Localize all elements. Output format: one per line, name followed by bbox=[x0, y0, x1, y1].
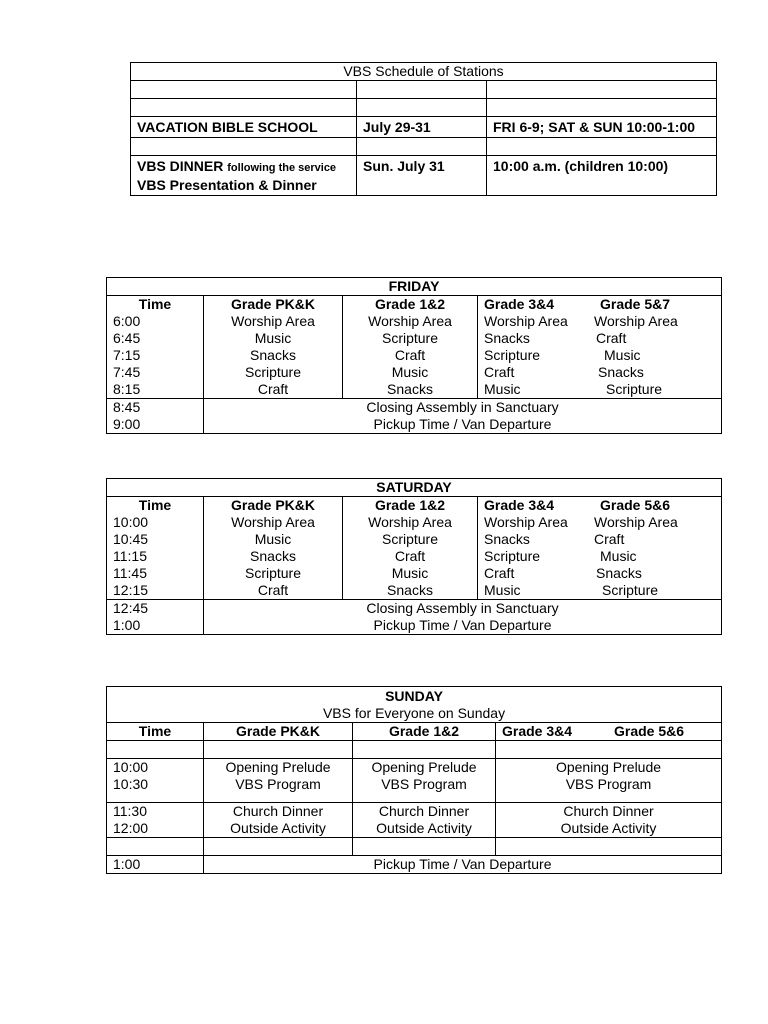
table-row bbox=[107, 759, 722, 777]
cell-g56: Music bbox=[600, 548, 637, 564]
stations-table bbox=[130, 62, 717, 196]
time-cell: 9:00 bbox=[107, 416, 204, 434]
cell: Snacks bbox=[204, 548, 343, 565]
time-cell: 11:15 bbox=[107, 548, 204, 565]
cell: Music bbox=[343, 565, 478, 582]
table-row bbox=[107, 330, 722, 347]
table-row bbox=[107, 514, 722, 531]
cell-g57: Craft bbox=[596, 330, 627, 346]
event-dinner-line2: VBS Presentation & Dinner bbox=[137, 177, 317, 193]
cell: Opening Prelude bbox=[204, 759, 353, 777]
cell: Outside Activity bbox=[204, 820, 353, 838]
time-cell: 10:00 bbox=[107, 759, 204, 777]
time-cell: 10:30 bbox=[107, 776, 204, 803]
closing-text: Closing Assembly in Sanctuary bbox=[204, 600, 722, 618]
time-cell: 6:00 bbox=[107, 313, 204, 330]
closing-row bbox=[107, 617, 722, 635]
event-dinner bbox=[131, 156, 357, 196]
cell-g57: Scripture bbox=[606, 381, 663, 397]
table-row bbox=[107, 548, 722, 565]
table-row bbox=[107, 776, 722, 803]
time-cell: 11:30 bbox=[107, 803, 204, 821]
pickup-text: Pickup Time / Van Departure bbox=[204, 617, 722, 635]
sunday-subtitle: VBS for Everyone on Sunday bbox=[107, 705, 722, 723]
header-pk: Grade PK&K bbox=[204, 296, 343, 314]
cell: Craft bbox=[204, 381, 343, 399]
cell-g57: Worship Area bbox=[594, 313, 678, 329]
time-cell: 12:45 bbox=[107, 600, 204, 618]
cell-g34: Worship Area bbox=[484, 313, 568, 329]
friday-table bbox=[106, 277, 722, 434]
cell: Scripture bbox=[204, 364, 343, 381]
cell-g34: Scripture bbox=[484, 347, 541, 363]
cell-g34: Music bbox=[484, 582, 521, 598]
table-row bbox=[107, 803, 722, 821]
cell bbox=[478, 330, 722, 347]
table-row bbox=[107, 364, 722, 381]
sunday-title: SUNDAY bbox=[107, 687, 722, 706]
header-g56: Grade 5&6 bbox=[600, 497, 671, 513]
cell-g34: Craft bbox=[484, 364, 515, 380]
cell bbox=[478, 531, 722, 548]
time-cell: 7:15 bbox=[107, 347, 204, 364]
time-cell: 10:00 bbox=[107, 514, 204, 531]
cell: VBS Program bbox=[204, 776, 353, 803]
pickup-text: Pickup Time / Van Departure bbox=[204, 416, 722, 434]
cell: Opening Prelude bbox=[353, 759, 496, 777]
header-g12: Grade 1&2 bbox=[353, 723, 496, 741]
time-cell: 12:00 bbox=[107, 820, 204, 838]
header-g34: Grade 3&4 bbox=[484, 497, 555, 513]
saturday-table bbox=[106, 478, 722, 635]
header-g57: Grade 5&7 bbox=[600, 296, 671, 312]
header-g34-g57 bbox=[478, 296, 722, 314]
cell-g56: Snacks bbox=[596, 565, 642, 581]
time-cell: 10:45 bbox=[107, 531, 204, 548]
table-row bbox=[107, 820, 722, 838]
cell bbox=[478, 548, 722, 565]
header-g34: Grade 3&4 bbox=[502, 723, 573, 739]
dates-vbs: July 29-31 bbox=[357, 117, 487, 138]
header-time: Time bbox=[107, 723, 204, 741]
table-row bbox=[107, 381, 722, 399]
header-time: Time bbox=[107, 497, 204, 515]
cell-g56: Scripture bbox=[602, 582, 659, 598]
cell: Worship Area bbox=[343, 313, 478, 330]
table-row bbox=[107, 313, 722, 330]
cell: Music bbox=[204, 531, 343, 548]
event-vbs: VACATION BIBLE SCHOOL bbox=[131, 117, 357, 138]
time-cell: 12:15 bbox=[107, 582, 204, 600]
event-dinner-note: following the service bbox=[227, 162, 337, 174]
cell: VBS Program bbox=[496, 776, 722, 803]
cell-g34: Snacks bbox=[484, 330, 530, 346]
header-g12: Grade 1&2 bbox=[343, 497, 478, 515]
cell: VBS Program bbox=[353, 776, 496, 803]
cell: Music bbox=[343, 364, 478, 381]
saturday-title: SATURDAY bbox=[107, 479, 722, 497]
time-cell: 1:00 bbox=[107, 617, 204, 635]
cell: Worship Area bbox=[204, 514, 343, 531]
cell: Outside Activity bbox=[353, 820, 496, 838]
pickup-text: Pickup Time / Van Departure bbox=[204, 856, 722, 874]
cell: Church Dinner bbox=[353, 803, 496, 821]
sunday-table bbox=[106, 686, 722, 874]
time-cell: 6:45 bbox=[107, 330, 204, 347]
closing-row bbox=[107, 399, 722, 417]
time-cell: 8:45 bbox=[107, 399, 204, 417]
time-cell: 8:15 bbox=[107, 381, 204, 399]
cell: Church Dinner bbox=[496, 803, 722, 821]
cell bbox=[478, 582, 722, 600]
header-g12: Grade 1&2 bbox=[343, 296, 478, 314]
cell: Snacks bbox=[204, 347, 343, 364]
table-row bbox=[107, 582, 722, 600]
cell: Music bbox=[204, 330, 343, 347]
closing-row bbox=[107, 600, 722, 618]
cell: Opening Prelude bbox=[496, 759, 722, 777]
event-dinner-main: VBS DINNER bbox=[137, 158, 224, 174]
stations-title: VBS Schedule of Stations bbox=[131, 63, 717, 81]
cell: Snacks bbox=[343, 582, 478, 600]
cell: Snacks bbox=[343, 381, 478, 399]
cell-g34: Scripture bbox=[484, 548, 541, 564]
cell bbox=[478, 381, 722, 399]
pickup-row bbox=[107, 856, 722, 874]
cell: Craft bbox=[204, 582, 343, 600]
time-dinner: 10:00 a.m. (children 10:00) bbox=[487, 156, 717, 196]
table-row bbox=[107, 347, 722, 364]
header-g34-g56 bbox=[496, 723, 722, 741]
table-row bbox=[107, 531, 722, 548]
dates-dinner: Sun. July 31 bbox=[357, 156, 487, 196]
header-g34: Grade 3&4 bbox=[484, 296, 555, 312]
table-row bbox=[107, 565, 722, 582]
header-pk: Grade PK&K bbox=[204, 497, 343, 515]
header-g56: Grade 5&6 bbox=[614, 723, 685, 739]
header-pk: Grade PK&K bbox=[204, 723, 353, 741]
cell: Worship Area bbox=[343, 514, 478, 531]
cell-g56: Craft bbox=[594, 531, 625, 547]
cell: Outside Activity bbox=[496, 820, 722, 838]
time-cell: 1:00 bbox=[107, 856, 204, 874]
header-g34-g56 bbox=[478, 497, 722, 515]
cell: Scripture bbox=[204, 565, 343, 582]
time-vbs: FRI 6-9; SAT & SUN 10:00-1:00 bbox=[487, 117, 717, 138]
header-time: Time bbox=[107, 296, 204, 314]
cell-g34: Music bbox=[484, 381, 521, 397]
time-cell: 11:45 bbox=[107, 565, 204, 582]
cell-g34: Craft bbox=[484, 565, 515, 581]
cell bbox=[478, 565, 722, 582]
cell-g34: Worship Area bbox=[484, 514, 568, 530]
cell: Craft bbox=[343, 548, 478, 565]
cell bbox=[478, 313, 722, 330]
cell-g57: Snacks bbox=[598, 364, 644, 380]
closing-text: Closing Assembly in Sanctuary bbox=[204, 399, 722, 417]
cell-g56: Worship Area bbox=[594, 514, 678, 530]
cell: Scripture bbox=[343, 330, 478, 347]
cell: Church Dinner bbox=[204, 803, 353, 821]
cell: Scripture bbox=[343, 531, 478, 548]
cell-g57: Music bbox=[604, 347, 641, 363]
friday-title: FRIDAY bbox=[107, 278, 722, 296]
cell bbox=[478, 364, 722, 381]
cell-g34: Snacks bbox=[484, 531, 530, 547]
time-cell: 7:45 bbox=[107, 364, 204, 381]
cell: Worship Area bbox=[204, 313, 343, 330]
cell bbox=[478, 347, 722, 364]
cell: Craft bbox=[343, 347, 478, 364]
cell bbox=[478, 514, 722, 531]
closing-row bbox=[107, 416, 722, 434]
